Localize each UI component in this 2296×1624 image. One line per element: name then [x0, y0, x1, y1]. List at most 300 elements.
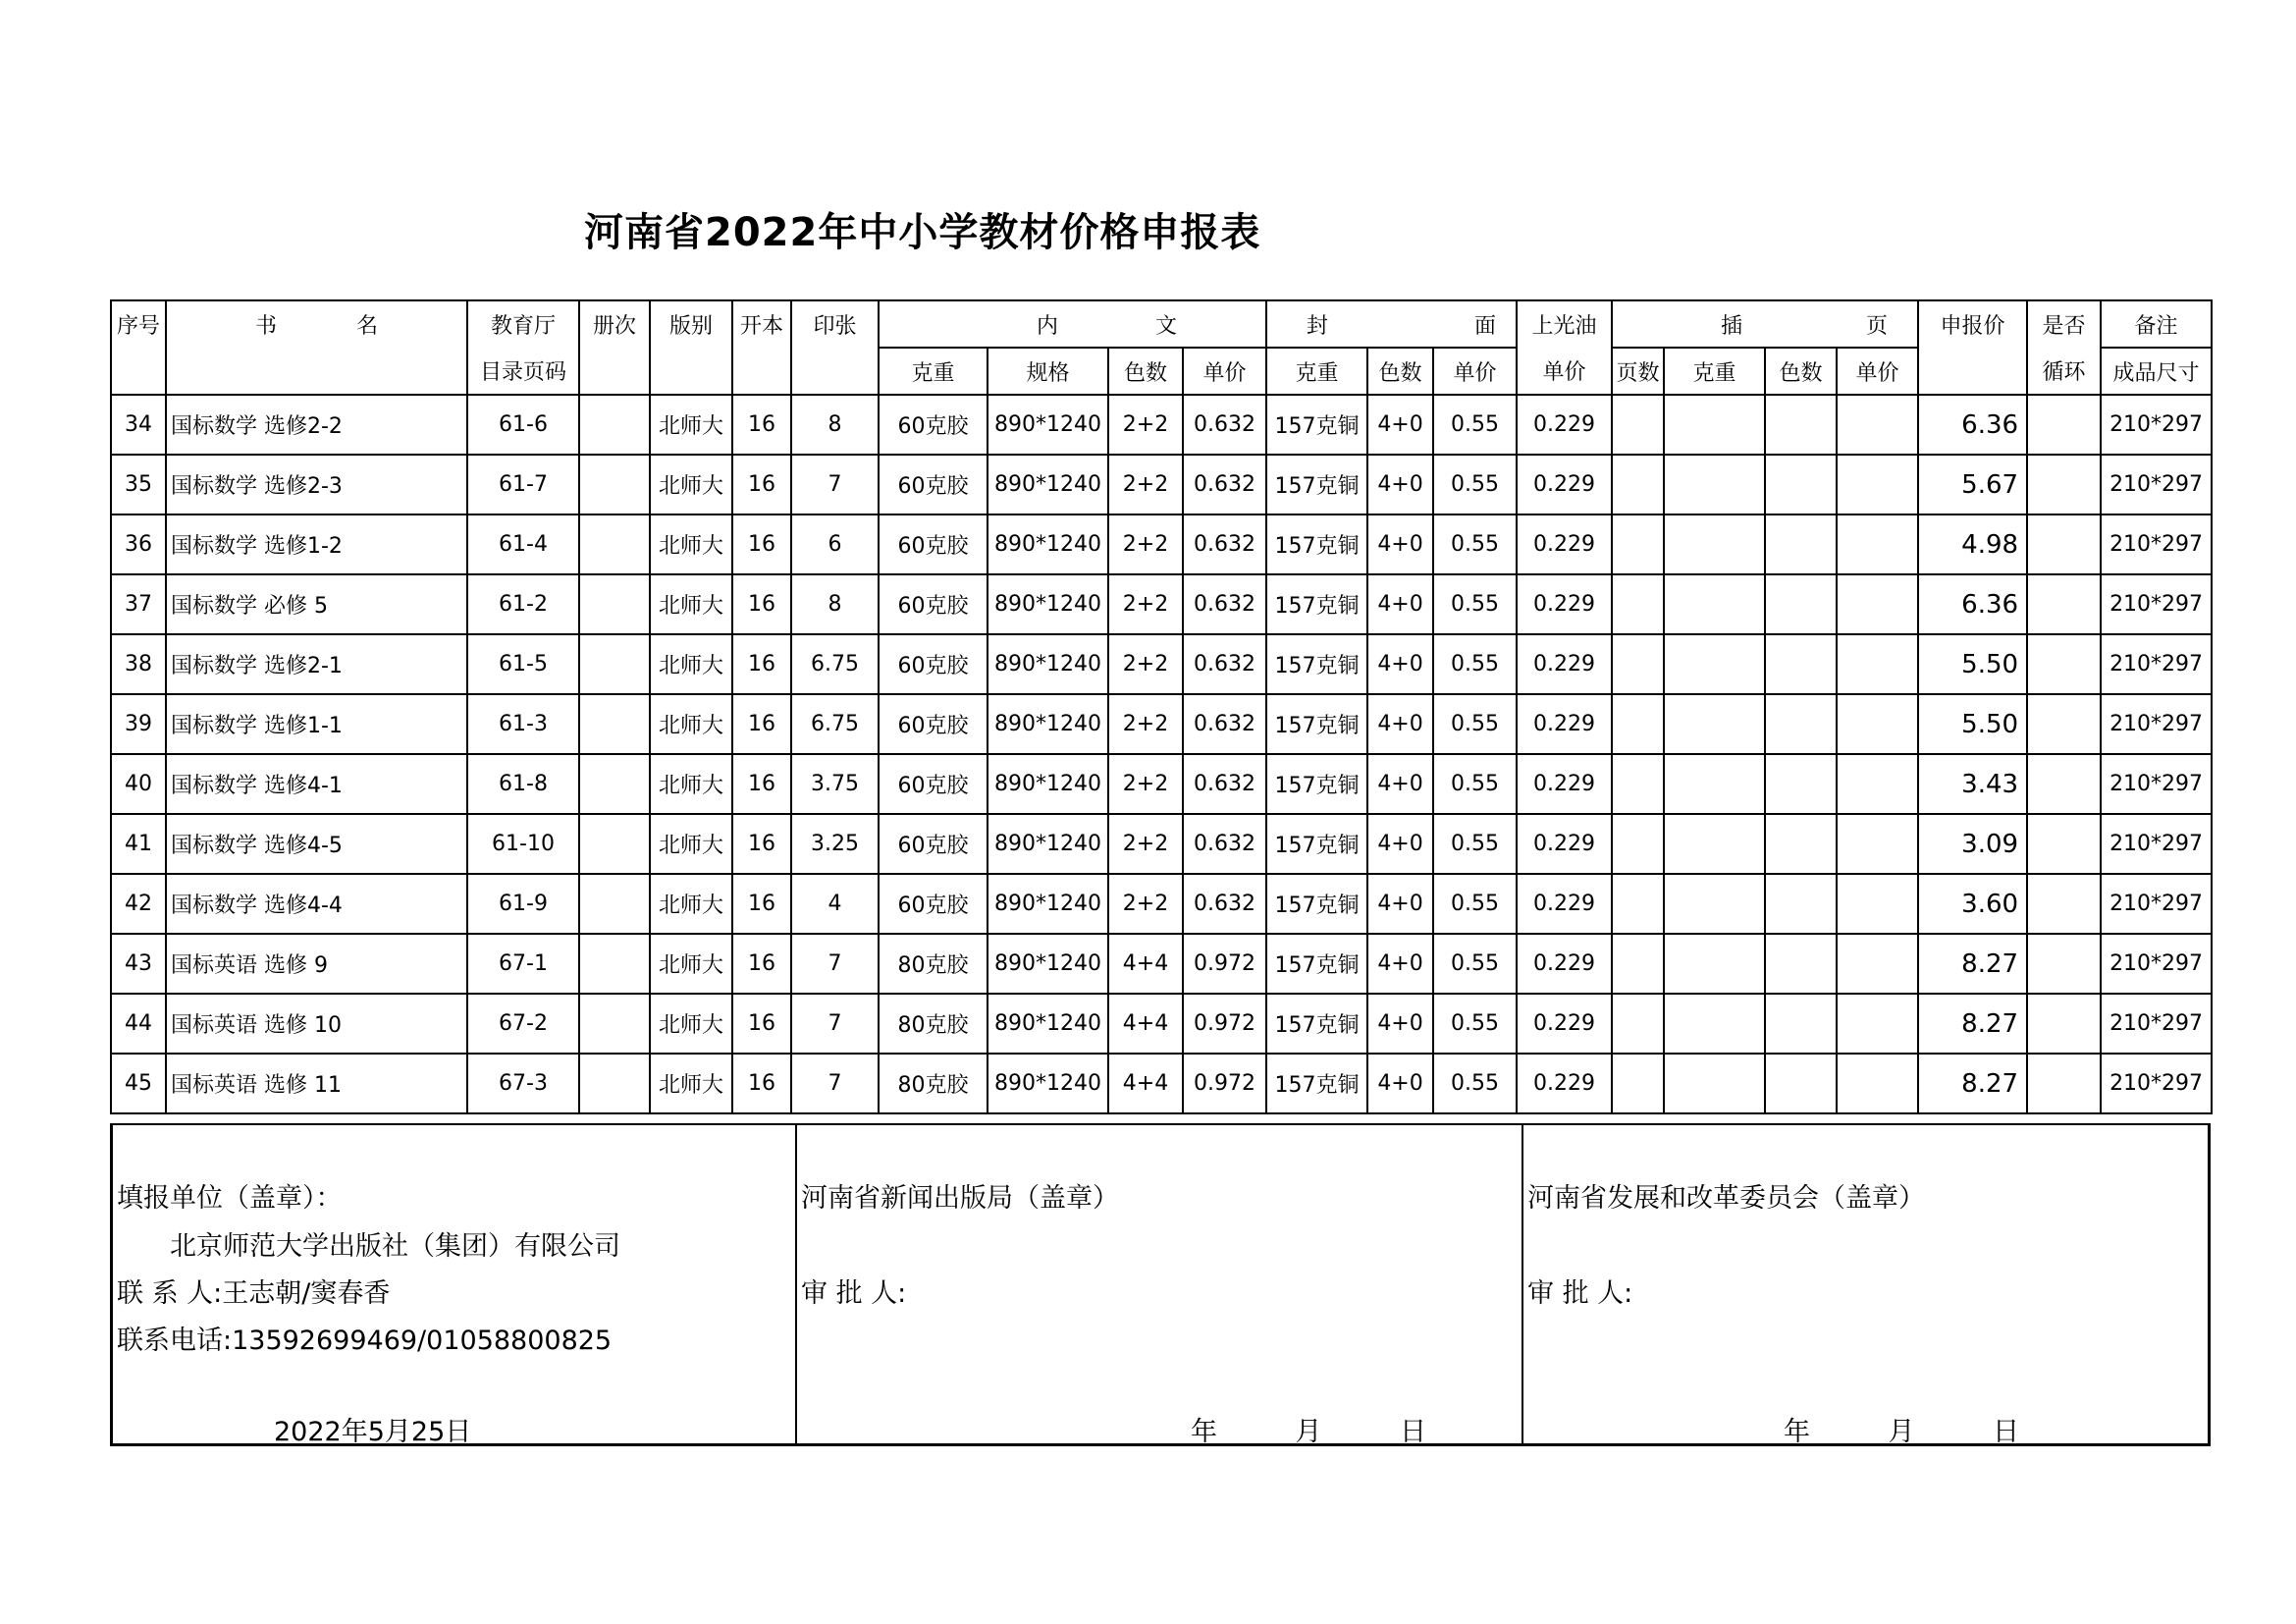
catalog-cell: 61-10	[467, 814, 579, 874]
seq-cell: 36	[111, 514, 166, 574]
volume-cell	[579, 634, 650, 694]
insert-colors-cell	[1765, 814, 1837, 874]
cover-colors-cell: 4+0	[1367, 814, 1433, 874]
header-book-name	[166, 300, 467, 348]
header-insert-colors: 色数	[1765, 348, 1837, 395]
header-insert-price: 单价	[1837, 348, 1918, 395]
header-remark-2: 成品尺寸	[2101, 348, 2212, 395]
cover-colors-cell: 4+0	[1367, 694, 1433, 754]
header-inner-colors: 色数	[1108, 348, 1183, 395]
varnish-price-cell: 0.229	[1517, 994, 1612, 1054]
cover-weight-cell: 157克铜	[1266, 814, 1367, 874]
insert-pages-cell	[1612, 455, 1664, 514]
seq-cell: 43	[111, 934, 166, 994]
insert-weight-cell	[1664, 455, 1765, 514]
varnish-price-cell: 0.229	[1517, 934, 1612, 994]
volume-cell	[579, 514, 650, 574]
filler-org: 北京师范大学出版社（集团）有限公司	[170, 1231, 620, 1262]
date-year: 年	[1191, 1417, 1217, 1447]
volume-cell	[579, 694, 650, 754]
header-seq: 序号	[111, 300, 166, 348]
insert-colors-cell	[1765, 1054, 1837, 1113]
edition-cell: 北师大	[650, 1054, 732, 1113]
recycle-cell	[2027, 754, 2101, 814]
insert-colors-cell	[1765, 455, 1837, 514]
insert-weight-cell	[1664, 694, 1765, 754]
recycle-cell	[2027, 874, 2101, 934]
header-cover-colors: 色数	[1367, 348, 1433, 395]
inner-weight-cell: 60克胶	[879, 754, 988, 814]
catalog-cell: 61-2	[467, 574, 579, 634]
insert-pages-cell	[1612, 754, 1664, 814]
table-row	[111, 754, 2212, 814]
catalog-cell: 67-1	[467, 934, 579, 994]
insert-price-cell	[1837, 574, 1918, 634]
sheets-cell: 3.25	[791, 814, 879, 874]
inner-spec-cell: 890*1240	[988, 994, 1108, 1054]
cover-weight-cell: 157克铜	[1266, 514, 1367, 574]
inner-spec-cell: 890*1240	[988, 455, 1108, 514]
inner-price-cell: 0.632	[1183, 634, 1266, 694]
insert-price-cell	[1837, 754, 1918, 814]
cover-weight-cell: 157克铜	[1266, 395, 1367, 455]
inner-spec-cell: 890*1240	[988, 395, 1108, 455]
edition-cell: 北师大	[650, 395, 732, 455]
inner-spec-cell: 890*1240	[988, 514, 1108, 574]
inner-spec-cell: 890*1240	[988, 634, 1108, 694]
varnish-price-cell: 0.229	[1517, 1054, 1612, 1113]
footer-reform-section	[1523, 1125, 2208, 1447]
table-row	[111, 395, 2212, 455]
seq-cell: 34	[111, 395, 166, 455]
book-name-cell: 国标数学 必修 5	[166, 574, 467, 634]
header-volume-cont	[579, 348, 650, 395]
header-book-name-1: 书	[255, 314, 278, 339]
insert-pages-cell	[1612, 634, 1664, 694]
header-format: 开本	[732, 300, 791, 348]
header-row-2	[111, 348, 2212, 395]
varnish-price-cell: 0.229	[1517, 514, 1612, 574]
inner-weight-cell: 60克胶	[879, 455, 988, 514]
recycle-cell	[2027, 455, 2101, 514]
signature-footer	[110, 1123, 2211, 1446]
size-cell: 210*297	[2101, 574, 2212, 634]
header-catalog-1: 教育厅	[467, 300, 579, 348]
insert-pages-cell	[1612, 1054, 1664, 1113]
footer-filler-section	[113, 1125, 797, 1447]
header-insert-pages: 页数	[1612, 348, 1664, 395]
format-cell: 16	[732, 395, 791, 455]
header-inner-1: 内	[1037, 313, 1059, 339]
cover-colors-cell: 4+0	[1367, 1054, 1433, 1113]
insert-pages-cell	[1612, 395, 1664, 455]
varnish-price-cell: 0.229	[1517, 634, 1612, 694]
recycle-cell	[2027, 694, 2101, 754]
catalog-cell: 61-3	[467, 694, 579, 754]
seq-cell: 42	[111, 874, 166, 934]
inner-weight-cell: 80克胶	[879, 994, 988, 1054]
header-cover	[1266, 300, 1517, 348]
inner-colors-cell: 4+4	[1108, 994, 1183, 1054]
header-edition: 版别	[650, 300, 732, 348]
inner-colors-cell: 2+2	[1108, 395, 1183, 455]
cover-colors-cell: 4+0	[1367, 574, 1433, 634]
recycle-cell	[2027, 934, 2101, 994]
varnish-price-cell: 0.229	[1517, 754, 1612, 814]
inner-spec-cell: 890*1240	[988, 754, 1108, 814]
header-insert	[1612, 300, 1918, 348]
insert-price-cell	[1837, 634, 1918, 694]
date-day: 日	[1400, 1417, 1426, 1447]
edition-cell: 北师大	[650, 455, 732, 514]
recycle-cell	[2027, 814, 2101, 874]
inner-colors-cell: 2+2	[1108, 814, 1183, 874]
inner-weight-cell: 60克胶	[879, 874, 988, 934]
inner-price-cell: 0.632	[1183, 395, 1266, 455]
catalog-cell: 61-7	[467, 455, 579, 514]
insert-colors-cell	[1765, 634, 1837, 694]
date-day: 日	[1993, 1417, 2019, 1447]
table-row	[111, 1054, 2212, 1113]
inner-price-cell: 0.632	[1183, 694, 1266, 754]
table-row	[111, 574, 2212, 634]
cover-colors-cell: 4+0	[1367, 994, 1433, 1054]
inner-price-cell: 0.632	[1183, 814, 1266, 874]
volume-cell	[579, 1054, 650, 1113]
volume-cell	[579, 814, 650, 874]
header-insert-2: 页	[1866, 313, 1889, 339]
cover-price-cell: 0.55	[1433, 694, 1517, 754]
insert-colors-cell	[1765, 395, 1837, 455]
declared-price-cell: 6.36	[1918, 574, 2027, 634]
varnish-price-cell: 0.229	[1517, 574, 1612, 634]
recycle-cell	[2027, 634, 2101, 694]
size-cell: 210*297	[2101, 874, 2212, 934]
sheets-cell: 6.75	[791, 634, 879, 694]
header-inner-weight: 克重	[879, 348, 988, 395]
volume-cell	[579, 994, 650, 1054]
declared-price-cell: 3.60	[1918, 874, 2027, 934]
format-cell: 16	[732, 874, 791, 934]
insert-weight-cell	[1664, 814, 1765, 874]
inner-price-cell: 0.632	[1183, 514, 1266, 574]
volume-cell	[579, 874, 650, 934]
contact-phone: 联系电话:13592699469/01058800825	[117, 1326, 613, 1356]
inner-colors-cell: 4+4	[1108, 1054, 1183, 1113]
cover-price-cell: 0.55	[1433, 754, 1517, 814]
seq-cell: 39	[111, 694, 166, 754]
size-cell: 210*297	[2101, 455, 2212, 514]
cover-colors-cell: 4+0	[1367, 934, 1433, 994]
declared-price-cell: 3.09	[1918, 814, 2027, 874]
date-month: 月	[1295, 1417, 1322, 1447]
insert-price-cell	[1837, 874, 1918, 934]
table-row	[111, 455, 2212, 514]
header-cover-price: 单价	[1433, 348, 1517, 395]
cover-colors-cell: 4+0	[1367, 754, 1433, 814]
declared-price-cell: 5.50	[1918, 634, 2027, 694]
varnish-price-cell: 0.229	[1517, 874, 1612, 934]
format-cell: 16	[732, 694, 791, 754]
header-cover-2: 面	[1474, 313, 1497, 339]
seq-cell: 37	[111, 574, 166, 634]
seq-cell: 40	[111, 754, 166, 814]
cover-weight-cell: 157克铜	[1266, 694, 1367, 754]
inner-spec-cell: 890*1240	[988, 814, 1108, 874]
inner-weight-cell: 60克胶	[879, 514, 988, 574]
price-table	[110, 299, 2213, 1114]
book-name-cell: 国标数学 选修2-2	[166, 395, 467, 455]
insert-price-cell	[1837, 814, 1918, 874]
insert-colors-cell	[1765, 514, 1837, 574]
format-cell: 16	[732, 514, 791, 574]
inner-colors-cell: 2+2	[1108, 874, 1183, 934]
cover-colors-cell: 4+0	[1367, 634, 1433, 694]
header-cover-1: 封	[1307, 313, 1329, 339]
inner-spec-cell: 890*1240	[988, 934, 1108, 994]
volume-cell	[579, 455, 650, 514]
format-cell: 16	[732, 634, 791, 694]
catalog-cell: 61-6	[467, 395, 579, 455]
table-row	[111, 814, 2212, 874]
sheets-cell: 4	[791, 874, 879, 934]
inner-price-cell: 0.972	[1183, 1054, 1266, 1113]
insert-price-cell	[1837, 934, 1918, 994]
format-cell: 16	[732, 754, 791, 814]
sheets-cell: 7	[791, 934, 879, 994]
declared-price-cell: 5.67	[1918, 455, 2027, 514]
press-bureau-date	[1191, 1410, 1426, 1448]
cover-colors-cell: 4+0	[1367, 874, 1433, 934]
insert-weight-cell	[1664, 395, 1765, 455]
insert-colors-cell	[1765, 574, 1837, 634]
cover-colors-cell: 4+0	[1367, 455, 1433, 514]
inner-colors-cell: 2+2	[1108, 574, 1183, 634]
header-inner-spec: 规格	[988, 348, 1108, 395]
book-name-cell: 国标英语 选修 9	[166, 934, 467, 994]
insert-weight-cell	[1664, 874, 1765, 934]
inner-colors-cell: 2+2	[1108, 514, 1183, 574]
edition-cell: 北师大	[650, 754, 732, 814]
catalog-cell: 61-9	[467, 874, 579, 934]
varnish-price-cell: 0.229	[1517, 395, 1612, 455]
reform-date	[1784, 1410, 2019, 1448]
format-cell: 16	[732, 574, 791, 634]
book-name-cell: 国标数学 选修2-1	[166, 634, 467, 694]
catalog-cell: 67-3	[467, 1054, 579, 1113]
cover-weight-cell: 157克铜	[1266, 1054, 1367, 1113]
insert-pages-cell	[1612, 934, 1664, 994]
inner-weight-cell: 80克胶	[879, 1054, 988, 1113]
declared-price-cell: 8.27	[1918, 934, 2027, 994]
header-seq-cont	[111, 348, 166, 395]
declared-price-cell: 3.43	[1918, 754, 2027, 814]
table-row	[111, 634, 2212, 694]
insert-price-cell	[1837, 395, 1918, 455]
cover-weight-cell: 157克铜	[1266, 455, 1367, 514]
header-insert-1: 插	[1721, 313, 1743, 339]
insert-weight-cell	[1664, 754, 1765, 814]
header-book-name-cont	[166, 348, 467, 395]
insert-pages-cell	[1612, 694, 1664, 754]
catalog-cell: 61-5	[467, 634, 579, 694]
sheets-cell: 7	[791, 455, 879, 514]
table-row	[111, 694, 2212, 754]
edition-cell: 北师大	[650, 574, 732, 634]
declared-price-cell: 6.36	[1918, 395, 2027, 455]
book-name-cell: 国标数学 选修2-3	[166, 455, 467, 514]
declared-price-cell: 8.27	[1918, 1054, 2027, 1113]
seq-cell: 45	[111, 1054, 166, 1113]
table-body	[111, 395, 2212, 1113]
inner-price-cell: 0.632	[1183, 874, 1266, 934]
size-cell: 210*297	[2101, 634, 2212, 694]
inner-spec-cell: 890*1240	[988, 1054, 1108, 1113]
insert-price-cell	[1837, 694, 1918, 754]
seq-cell: 38	[111, 634, 166, 694]
declared-price-cell: 4.98	[1918, 514, 2027, 574]
volume-cell	[579, 934, 650, 994]
cover-weight-cell: 157克铜	[1266, 634, 1367, 694]
header-volume: 册次	[579, 300, 650, 348]
insert-price-cell	[1837, 994, 1918, 1054]
recycle-cell	[2027, 994, 2101, 1054]
header-cover-weight: 克重	[1266, 348, 1367, 395]
book-name-cell: 国标数学 选修4-1	[166, 754, 467, 814]
reform-approver: 审 批 人:	[1527, 1278, 1633, 1309]
recycle-cell	[2027, 395, 2101, 455]
insert-colors-cell	[1765, 694, 1837, 754]
insert-price-cell	[1837, 455, 1918, 514]
cover-price-cell: 0.55	[1433, 514, 1517, 574]
header-sheets-cont	[791, 348, 879, 395]
size-cell: 210*297	[2101, 814, 2212, 874]
header-catalog-2: 目录页码	[467, 348, 579, 395]
cover-price-cell: 0.55	[1433, 574, 1517, 634]
inner-weight-cell: 80克胶	[879, 934, 988, 994]
date-month: 月	[1888, 1417, 1915, 1447]
size-cell: 210*297	[2101, 994, 2212, 1054]
edition-cell: 北师大	[650, 874, 732, 934]
cover-price-cell: 0.55	[1433, 395, 1517, 455]
inner-colors-cell: 2+2	[1108, 694, 1183, 754]
cover-weight-cell: 157克铜	[1266, 574, 1367, 634]
inner-price-cell: 0.632	[1183, 574, 1266, 634]
cover-price-cell: 0.55	[1433, 934, 1517, 994]
press-bureau-seal: 河南省新闻出版局（盖章）	[801, 1183, 1119, 1214]
insert-colors-cell	[1765, 934, 1837, 994]
format-cell: 16	[732, 455, 791, 514]
edition-cell: 北师大	[650, 694, 732, 754]
header-remark-1: 备注	[2101, 300, 2212, 348]
sheets-cell: 3.75	[791, 754, 879, 814]
inner-spec-cell: 890*1240	[988, 694, 1108, 754]
table-row	[111, 994, 2212, 1054]
varnish-price-cell: 0.229	[1517, 694, 1612, 754]
inner-price-cell: 0.972	[1183, 934, 1266, 994]
inner-weight-cell: 60克胶	[879, 634, 988, 694]
insert-pages-cell	[1612, 874, 1664, 934]
sheets-cell: 7	[791, 994, 879, 1054]
inner-weight-cell: 60克胶	[879, 694, 988, 754]
press-bureau-approver: 审 批 人:	[801, 1278, 907, 1309]
table-row	[111, 874, 2212, 934]
sheets-cell: 8	[791, 574, 879, 634]
inner-colors-cell: 4+4	[1108, 934, 1183, 994]
book-name-cell: 国标数学 选修4-5	[166, 814, 467, 874]
insert-colors-cell	[1765, 754, 1837, 814]
sheets-cell: 8	[791, 395, 879, 455]
cover-price-cell: 0.55	[1433, 814, 1517, 874]
header-inner-2: 文	[1155, 313, 1178, 339]
insert-colors-cell	[1765, 994, 1837, 1054]
cover-colors-cell: 4+0	[1367, 514, 1433, 574]
recycle-cell	[2027, 1054, 2101, 1113]
header-edition-cont	[650, 348, 732, 395]
inner-spec-cell: 890*1240	[988, 574, 1108, 634]
header-format-cont	[732, 348, 791, 395]
footer-press-bureau-section	[797, 1125, 1523, 1447]
insert-weight-cell	[1664, 1054, 1765, 1113]
size-cell: 210*297	[2101, 694, 2212, 754]
insert-pages-cell	[1612, 814, 1664, 874]
header-declared-price-cont	[1918, 348, 2027, 395]
volume-cell	[579, 754, 650, 814]
insert-weight-cell	[1664, 634, 1765, 694]
recycle-cell	[2027, 514, 2101, 574]
recycle-cell	[2027, 574, 2101, 634]
cover-price-cell: 0.55	[1433, 1054, 1517, 1113]
insert-weight-cell	[1664, 994, 1765, 1054]
filler-label: 填报单位（盖章）：	[117, 1183, 343, 1214]
inner-weight-cell: 60克胶	[879, 814, 988, 874]
catalog-cell: 67-2	[467, 994, 579, 1054]
varnish-price-cell: 0.229	[1517, 455, 1612, 514]
cover-price-cell: 0.55	[1433, 874, 1517, 934]
size-cell: 210*297	[2101, 754, 2212, 814]
header-sheets: 印张	[791, 300, 879, 348]
inner-colors-cell: 2+2	[1108, 455, 1183, 514]
size-cell: 210*297	[2101, 514, 2212, 574]
page-title: 河南省2022年中小学教材价格申报表	[584, 210, 1261, 255]
header-varnish: 上光油	[1517, 300, 1612, 348]
header-declared-price: 申报价	[1918, 300, 2027, 348]
header-inner-price: 单价	[1183, 348, 1266, 395]
cover-price-cell: 0.55	[1433, 994, 1517, 1054]
insert-pages-cell	[1612, 994, 1664, 1054]
edition-cell: 北师大	[650, 814, 732, 874]
insert-pages-cell	[1612, 574, 1664, 634]
format-cell: 16	[732, 814, 791, 874]
reform-commission-seal: 河南省发展和改革委员会（盖章）	[1527, 1183, 1925, 1214]
inner-colors-cell: 2+2	[1108, 634, 1183, 694]
book-name-cell: 国标数学 选修1-2	[166, 514, 467, 574]
header-inner	[879, 300, 1266, 348]
varnish-price-cell: 0.229	[1517, 814, 1612, 874]
insert-price-cell	[1837, 1054, 1918, 1113]
insert-colors-cell	[1765, 874, 1837, 934]
book-name-cell: 国标数学 选修4-4	[166, 874, 467, 934]
header-recycle-1: 是否	[2027, 300, 2101, 348]
cover-weight-cell: 157克铜	[1266, 994, 1367, 1054]
header-insert-weight: 克重	[1664, 348, 1765, 395]
size-cell: 210*297	[2101, 395, 2212, 455]
seq-cell: 41	[111, 814, 166, 874]
volume-cell	[579, 574, 650, 634]
inner-weight-cell: 60克胶	[879, 395, 988, 455]
contact-person: 联 系 人:王志朝/窦春香	[117, 1278, 391, 1309]
sheets-cell: 6.75	[791, 694, 879, 754]
